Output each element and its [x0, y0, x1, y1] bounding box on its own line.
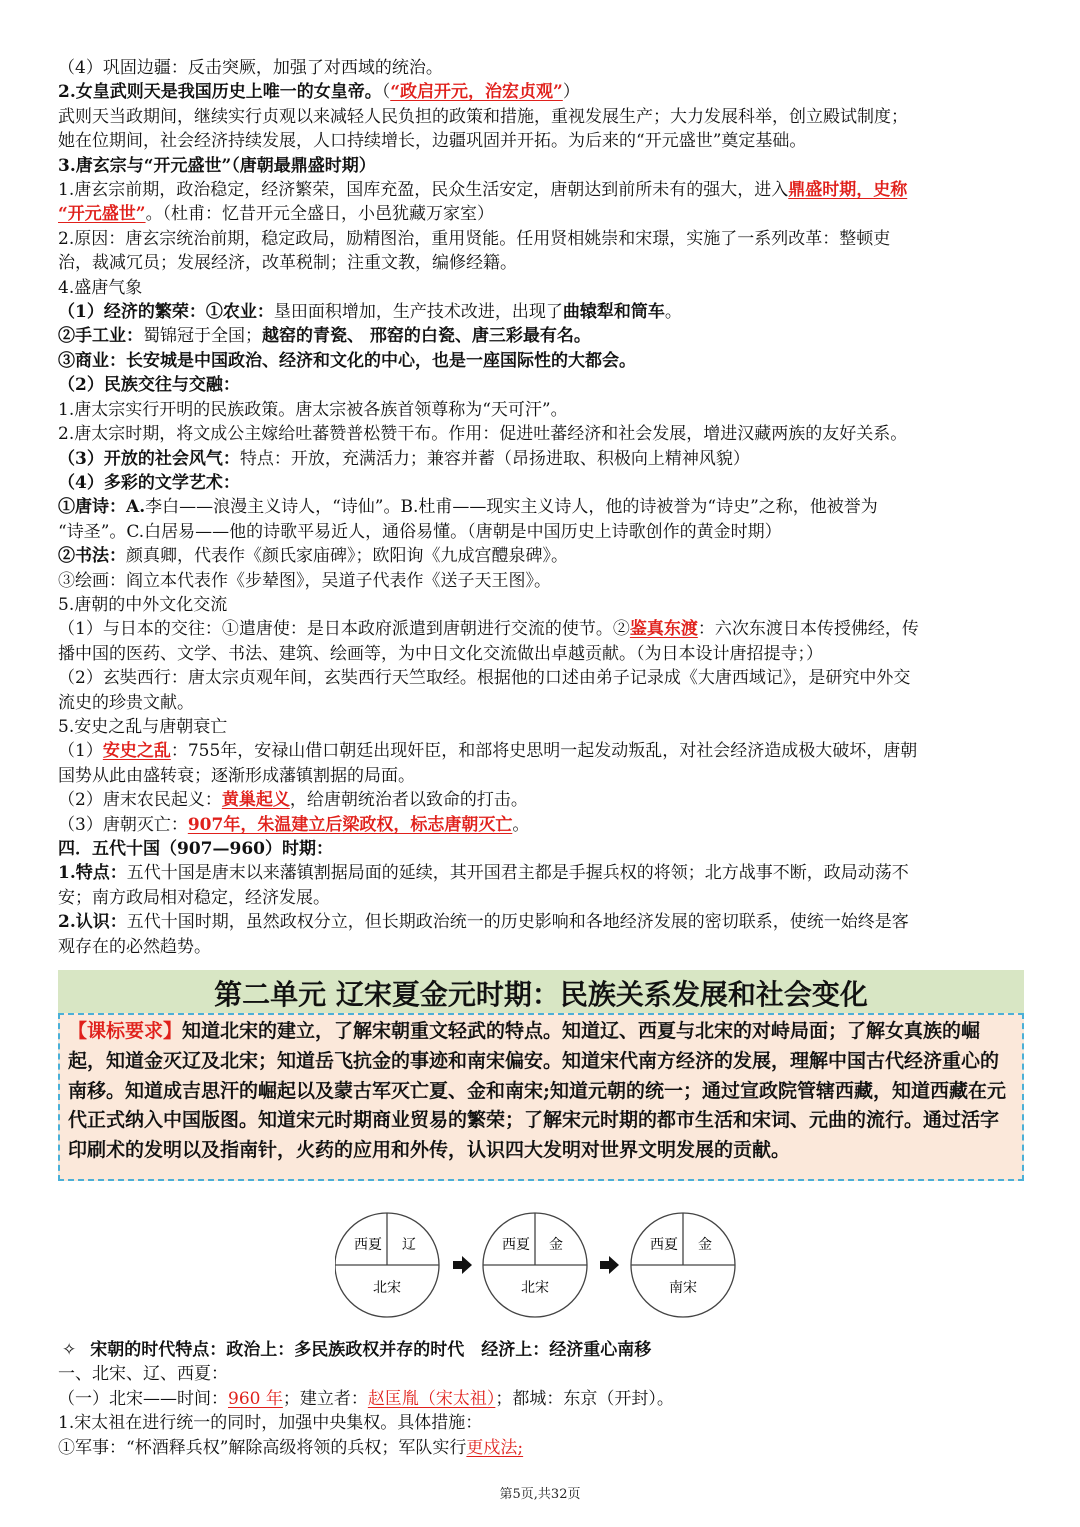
text-line: [58, 813, 1030, 837]
region-label: 南宋: [669, 1280, 697, 1296]
curriculum-requirements-box: [58, 1013, 1024, 1181]
text-span: 五代十国是唐末以来藩镇割据局面的延续，其开国君主都是手握兵权的将领；北方战事不断，政局动荡不: [126, 863, 909, 884]
text-line: 安；南方政局相对稳定，经济发展。: [58, 887, 330, 908]
bold-span: ②书法：: [58, 546, 126, 567]
text-line: [58, 861, 1030, 885]
region-label: 西夏: [354, 1237, 382, 1253]
highlight-text: 赵匡胤（宋太祖）: [367, 1388, 496, 1409]
diagram-circle-3: [631, 1213, 735, 1317]
bold-span: （3）开放的社会风气：: [58, 448, 240, 469]
text-line: （2）玄奘西行：唐太宗贞观年间，玄奘西行天竺取经。根据他的口述由弟子记录成《大唐西域记》，是研究中外交: [58, 668, 911, 689]
arrow-right-icon: [600, 1256, 619, 1274]
text-line: 观存在的必然趋势。: [58, 936, 211, 957]
text-line: （4）巩固边疆：反击突厥，加强了对西域的统治。: [58, 58, 443, 78]
text-line: 她在位期间，社会经济持续发展，人口持续增长，边疆巩固并开拓。为后来的“开元盛世”奠定基础。: [58, 131, 807, 152]
bold-span: 1.特点：: [58, 863, 127, 884]
text-span: （2）唐末农民起义：: [58, 790, 222, 811]
bold-span: ①唐诗：A.: [58, 497, 146, 518]
text-line: 流史的珍贵文献。: [58, 692, 194, 713]
bold-span: （1）经济的繁荣：①农业：: [58, 302, 274, 323]
text-line: [58, 1387, 1030, 1411]
text-line: 1.唐太宗实行开明的民族政策。唐太宗被各族首领尊称为“天可汗”。: [58, 399, 568, 420]
text-line: 国势从此由盛转衰；逐渐形成藩镇割据的局面。: [58, 765, 415, 786]
text-line: [58, 739, 1030, 763]
text-span: 颜真卿，代表作《颜氏家庙碑》；欧阳询《九成宫醴泉碑》。: [126, 546, 568, 567]
text-span: 宋朝的时代特点：政治上：多民族政权并存的时代 经济上：经济重心南移: [90, 1340, 652, 1360]
text-line: [58, 910, 1030, 934]
text-line: [58, 324, 1030, 348]
paren: ）: [562, 82, 580, 103]
text-span: 。: [664, 302, 682, 323]
highlight-text: “政启开元，治宏贞观”: [390, 82, 563, 103]
paren: （: [381, 82, 391, 103]
highlight-text: 960 年: [228, 1388, 283, 1409]
text-line: [58, 788, 1030, 812]
page-footer: 第5页,共32页: [499, 1487, 581, 1502]
text-line: 5.唐朝的中外文化交流: [58, 594, 228, 615]
text-span: ：755年，安禄山借口朝廷出现奸臣，和部将史思明一起发动叛乱，对社会经济造成极大破坏，唐朝: [170, 741, 918, 762]
text-span: 1.唐玄宗前期，政治稳定，经济繁荣，国库充盈，民众生活安定，唐朝达到前所未有的强大，进入: [58, 180, 789, 201]
heading-line: 四．五代十国（907—960）时期：: [58, 839, 333, 859]
text-span: 。（杜甫：忆昔开元全盛日，小邑犹藏万家室）: [145, 204, 495, 225]
text-line: 武则天当政期间，继续实行贞观以来减轻人民负担的政策和措施，重视发展生产；大力发展科举，创立殿试制度；: [58, 106, 908, 127]
region-label: 西夏: [502, 1237, 530, 1253]
text-line: ③绘画：阎立本代表作《步辇图》，吴道子代表作《送子天王图》。: [58, 570, 551, 591]
text-line: 治，裁减冗员；发展经济，改革税制；注重文教，编修经籍。: [58, 253, 517, 274]
heading-line: [58, 1338, 1030, 1362]
highlight-text: 安史之乱: [102, 741, 171, 762]
text-span: ；建立者：: [282, 1388, 368, 1409]
highlight-text: 黄巢起义: [221, 790, 290, 811]
highlight-text: 907年，朱温建立后梁政权，标志唐朝灭亡: [187, 814, 513, 835]
bold-span: ②手工业：: [58, 326, 143, 347]
text-line: [58, 300, 1030, 324]
highlight-text: 更戍法;: [466, 1437, 524, 1458]
text-line: [58, 80, 1030, 104]
highlight-text: 鉴真东渡: [629, 619, 698, 640]
heading-line: 3.唐玄宗与“开元盛世”（唐朝最鼎盛时期）: [58, 155, 376, 176]
text-span: ，给唐朝统治者以致命的打击。: [289, 790, 528, 811]
bold-span: 2.认识：: [58, 912, 127, 933]
text-line: [58, 447, 1030, 471]
unit-title-banner: 第二单元 辽宋夏金元时期：民族关系发展和社会变化: [58, 970, 1024, 1016]
text-line: [58, 495, 1030, 519]
text-line: 4.盛唐气象: [58, 277, 143, 298]
text-span: ；都城：东京（开封）。: [495, 1388, 674, 1409]
heading-line: 2.女皇武则天是我国历史上唯一的女皇帝。: [58, 82, 382, 103]
text-span: 蜀锦冠于全国；: [143, 326, 262, 347]
highlight-text: 鼎盛时期，史称: [788, 180, 908, 201]
region-label: 北宋: [373, 1280, 401, 1296]
text-span: （3）唐朝灭亡：: [58, 814, 188, 835]
text-line: 播中国的医药、文学、书法、建筑、绘画等，为中日文化交流做出卓越贡献。（为日本设计唐招提寺；）: [58, 643, 823, 664]
text-span: ：六次东渡日本传授佛经，传: [697, 619, 919, 640]
region-label: 北宋: [521, 1280, 549, 1296]
heading-line: （4）多彩的文学艺术：: [58, 472, 240, 493]
diagram-circle-2: [483, 1213, 587, 1317]
text-span: ①军事：“杯酒释兵权”解除高级将领的兵权；军队实行: [58, 1437, 467, 1458]
heading-line: （2）民族交往与交融：: [58, 375, 240, 396]
text-span: （一）北宋——时间：: [58, 1388, 228, 1409]
text-line: [58, 1436, 1030, 1460]
kb-label: 【课标要求】: [68, 1020, 183, 1042]
bold-span: 越窑的青瓷、 邢窑的白瓷、唐三彩最有名。: [262, 326, 591, 347]
text-span: 李白——浪漫主义诗人，“诗仙”。B.杜甫——现实主义诗人，他的诗被誉为“诗史”之称，他被誉为: [145, 497, 878, 518]
region-label: 金: [698, 1237, 712, 1253]
regime-diagram: [335, 1205, 747, 1325]
kb-text: 知道北宋的建立，了解宋朝重文轻武的特点。知道辽、西夏与北宋的对峙局面；了解女真族的崛起，知道金灭辽及北宋；知道岳飞抗金的事迹和南宋偏安。知道宋代南方经济的发展，理解中国古代经济重心的南移。知道成吉思汗的崛起以及蒙古军灭亡夏、金和南宋;知道元朝的统一；通过宣政院管辖西藏，知道西藏在元代正式纳入中国版图。知道宋元时期商业贸易的繁荣；了解宋元时期的都市生活和宋词、元曲的流行。通过活字印刷术的发明以及指南针，火药的应用和外传，认识四大发明对世界文明发展的贡献。: [68, 1020, 1007, 1162]
region-label: 辽: [402, 1237, 416, 1253]
text-line: “诗圣”。C.白居易——他的诗歌平易近人，通俗易懂。（唐朝是中国历史上诗歌创作的黄金时期）: [58, 521, 782, 542]
text-line: [58, 544, 1030, 568]
text-line: [58, 202, 1030, 226]
text-line: [58, 617, 1030, 641]
arrow-right-icon: [453, 1256, 472, 1274]
text-span: 特点：开放，充满活力；兼容并蓄（昂扬进取、积极向上精神风貌）: [239, 448, 750, 469]
text-line: 一、北宋、辽、西夏：: [58, 1364, 228, 1385]
text-line: 5.安史之乱与唐朝衰亡: [58, 716, 228, 737]
text-line: 2.原因：唐玄宗统治前期，稳定政局，励精图治，重用贤能。任用贤相姚崇和宋璟，实施了一系列改革：整顿吏: [58, 228, 891, 249]
text-line: 2.唐太宗时期，将文成公主嫁给吐蕃赞普松赞干布。作用：促进吐蕃经济和社会发展，增进汉藏两族的友好关系。: [58, 424, 908, 445]
document-body: [58, 56, 1030, 959]
highlight-text: “开元盛世”: [58, 204, 146, 225]
text-line: ③商业：长安城是中国政治、经济和文化的中心，也是一座国际性的大都会。: [58, 350, 636, 371]
region-label: 西夏: [650, 1237, 678, 1253]
text-span: （1）: [58, 741, 103, 762]
diagram-circle-1: [335, 1213, 439, 1317]
text-line: [58, 178, 1030, 202]
text-span: （1）与日本的交往：①遣唐使：是日本政府派遣到唐朝进行交流的使节。②: [58, 619, 630, 640]
text-span: 垦田面积增加，生产技术改进，出现了: [273, 302, 563, 323]
region-label: 金: [549, 1237, 563, 1253]
diamond-bullet-icon: ✧: [62, 1340, 77, 1360]
lower-section: [58, 1338, 1030, 1460]
bold-span: 曲辕犁和筒车: [562, 302, 665, 323]
text-span: 。: [512, 814, 530, 835]
text-line: 1.宋太祖在进行统一的同时，加强中央集权。具体措施：: [58, 1413, 483, 1434]
text-span: 五代十国时期，虽然政权分立，但长期政治统一的历史影响和各地经济发展的密切联系，使统一始终是客: [126, 912, 909, 933]
